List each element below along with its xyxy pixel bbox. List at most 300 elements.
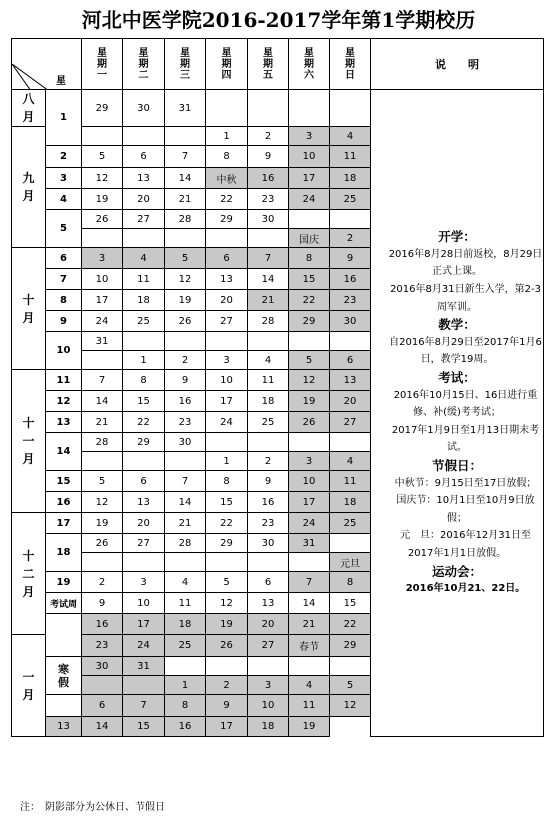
day-cell: 1 [165,676,206,695]
day-cell: 2 [248,127,289,146]
month-label-text: 十一月 [22,416,35,466]
day-cell: 5 [330,676,371,695]
day-cell: 30 [330,311,371,332]
week-number [46,492,82,513]
day-cell: 25 [123,311,165,332]
day-cell: 29 [289,311,330,332]
week-number [46,412,82,433]
week-number [46,657,82,695]
day-cell: 25 [248,412,289,433]
day-cell: 6 [248,572,289,593]
week-number-text: 14 [56,446,71,457]
day-cell: 26 [82,210,123,229]
day-cell: 21 [289,614,330,635]
week-number [46,311,82,332]
day-cell [330,90,371,127]
day-cell: 25 [165,635,206,657]
day-cell [82,127,123,146]
week-number [46,370,82,391]
day-cell: 20 [123,189,165,210]
day-cell: 17 [206,717,248,737]
day-cell: 10 [123,593,165,614]
week-number-text: 11 [56,374,71,386]
day-cell: 13 [123,492,165,513]
day-cell: 26 [82,534,123,553]
day-cell: 18 [330,168,371,189]
day-cell [82,229,123,248]
day-cell [82,553,123,572]
day-cell: 11 [123,269,165,290]
month-label-text: 十月 [22,292,35,325]
day-cell [206,657,248,676]
day-cell: 24 [289,513,330,534]
note-heading: 运动会： [431,563,482,579]
day-cell: 20 [206,290,248,311]
day-cell: 30 [165,433,206,452]
day-cell: 16 [165,717,206,737]
day-cell [206,433,248,452]
weekday-header-4 [206,39,248,90]
day-cell: 9 [206,695,248,717]
day-cell: 24 [289,189,330,210]
day-cell: 元旦 [330,553,371,572]
day-cell [330,534,371,553]
day-cell: 29 [123,433,165,452]
day-cell: 30 [248,210,289,229]
day-cell: 7 [82,370,123,391]
footnote: 注： 阴影部分为公休日、节假日 [20,802,165,813]
weekday-header-text: 星 期 四 [221,47,232,81]
week-number-text: 13 [56,416,71,428]
day-cell: 16 [248,168,289,189]
month-label [12,635,46,737]
week-number-text: 16 [56,496,71,508]
week-number-text: 18 [56,547,71,558]
note-heading: 开学： [438,229,476,245]
day-cell: 8 [123,370,165,391]
day-cell: 11 [165,593,206,614]
week-number-text: 9 [60,315,67,327]
day-cell: 8 [206,471,248,492]
day-cell [289,657,330,676]
day-cell: 3 [289,127,330,146]
day-cell [289,553,330,572]
day-cell: 28 [165,210,206,229]
day-cell: 31 [82,332,123,351]
school-calendar-table [11,38,544,737]
day-cell: 16 [165,391,206,412]
weekday-header-1 [82,39,123,90]
weekday-header-text: 星 期 三 [180,47,190,81]
day-cell: 26 [165,311,206,332]
calendar-row [12,90,544,127]
day-cell: 28 [82,433,123,452]
day-cell: 2 [165,351,206,370]
week-number [46,168,82,189]
month-label [12,90,46,127]
day-cell: 27 [123,210,165,229]
day-cell: 21 [165,189,206,210]
week-number [46,614,82,657]
day-cell: 27 [123,534,165,553]
week-number [46,391,82,412]
week-number-text: 6 [60,252,67,264]
day-cell: 18 [165,614,206,635]
day-cell: 19 [82,513,123,534]
week-number-text: 4 [60,193,67,205]
day-cell: 国庆 [289,229,330,248]
week-number-text: 12 [56,395,71,407]
day-cell: 28 [248,311,289,332]
day-cell: 12 [165,269,206,290]
day-cell: 12 [82,168,123,189]
day-cell: 29 [82,90,123,127]
day-cell: 1 [123,351,165,370]
day-cell [123,229,165,248]
week-number-text: 5 [60,223,67,234]
day-cell: 5 [165,248,206,269]
day-cell: 2 [248,452,289,471]
day-cell: 21 [248,290,289,311]
day-cell: 24 [123,635,165,657]
day-cell: 28 [165,534,206,553]
day-cell: 13 [46,717,82,737]
week-number [46,593,82,614]
day-cell: 16 [330,269,371,290]
day-cell: 4 [289,676,330,695]
day-cell: 10 [289,471,330,492]
week-number-text: 19 [56,576,71,588]
day-cell [123,127,165,146]
day-cell: 24 [206,412,248,433]
calendar-body [12,90,544,737]
day-cell [289,332,330,351]
day-cell: 18 [248,391,289,412]
day-cell: 12 [82,492,123,513]
day-cell: 8 [206,146,248,168]
day-cell: 14 [82,717,123,737]
week-number [46,332,82,370]
day-cell: 9 [82,593,123,614]
week-number [46,471,82,492]
day-cell: 14 [165,168,206,189]
day-cell: 16 [82,614,123,635]
day-cell: 18 [248,717,289,737]
day-cell: 11 [248,370,289,391]
day-cell [330,433,371,452]
day-cell: 8 [330,572,371,593]
week-number [46,572,82,593]
week-number [46,433,82,471]
day-cell: 29 [206,534,248,553]
day-cell: 4 [123,248,165,269]
day-cell [289,210,330,229]
day-cell: 2 [330,229,371,248]
day-cell: 14 [248,269,289,290]
day-cell [165,229,206,248]
day-cell: 10 [248,695,289,717]
day-cell: 3 [82,248,123,269]
day-cell: 12 [330,695,371,717]
weekday-header-2 [123,39,165,90]
day-cell: 4 [330,452,371,471]
note-heading: 教学： [438,317,476,333]
day-cell: 30 [248,534,289,553]
day-cell: 20 [123,513,165,534]
day-cell: 19 [165,290,206,311]
day-cell: 5 [82,471,123,492]
day-cell: 29 [206,210,248,229]
day-cell [82,452,123,471]
week-number [46,248,82,269]
day-cell: 2 [82,572,123,593]
day-cell: 5 [82,146,123,168]
note-heading: 节假日： [431,457,482,473]
corner-header-cell [12,39,82,90]
day-cell [330,332,371,351]
corner-label-month [17,86,27,90]
day-cell [206,229,248,248]
day-cell [248,657,289,676]
day-cell: 6 [123,471,165,492]
day-cell: 7 [289,572,330,593]
week-number-text: 1 [60,112,67,123]
week-number-text: 17 [56,517,71,529]
day-cell: 12 [289,370,330,391]
day-cell: 25 [330,513,371,534]
month-label-text: 十二月 [22,548,35,599]
day-cell: 6 [206,248,248,269]
day-cell: 27 [330,412,371,433]
day-cell [123,332,165,351]
day-cell: 13 [330,370,371,391]
day-cell: 20 [330,391,371,412]
day-cell: 19 [82,189,123,210]
note-paragraph: 2016年8月28日前返校，8月29日正式上课。 [388,248,543,278]
day-cell: 20 [248,614,289,635]
day-cell [206,332,248,351]
day-cell: 31 [289,534,330,553]
header-row [12,39,544,90]
day-cell: 6 [330,351,371,370]
day-cell: 31 [165,90,206,127]
page-title: 河北中医学院2016-2017学年第1学期校历 [81,8,476,32]
note-paragraph: 元 旦：2016年12月31日至2017年1月1日放假。 [400,530,531,559]
day-cell: 22 [289,290,330,311]
note-paragraph: 国庆节：10月1日至10月9日放假； [396,495,535,524]
note-paragraph: 中秋节：9月15日至17日放假； [394,477,537,489]
day-cell: 9 [330,248,371,269]
day-cell: 4 [330,127,371,146]
day-cell: 15 [206,492,248,513]
day-cell: 7 [165,146,206,168]
day-cell: 15 [123,391,165,412]
day-cell: 17 [206,391,248,412]
month-label [12,370,46,513]
day-cell: 8 [289,248,330,269]
day-cell [330,210,371,229]
week-number [46,290,82,311]
day-cell [206,90,248,127]
day-cell: 中秋 [206,168,248,189]
day-cell: 11 [330,146,371,168]
corner-label-star: 星 [56,76,66,87]
day-cell: 2 [206,676,248,695]
day-cell [165,332,206,351]
day-cell [248,229,289,248]
day-cell [123,452,165,471]
day-cell: 4 [165,572,206,593]
day-cell: 15 [289,269,330,290]
week-number [46,534,82,572]
day-cell: 10 [82,269,123,290]
day-cell: 26 [206,635,248,657]
week-number [46,90,82,146]
day-cell [82,351,123,370]
day-cell: 27 [248,635,289,657]
week-number-text: 8 [60,294,67,306]
day-cell: 30 [123,90,165,127]
weekday-header-text: 星 期 六 [304,47,314,81]
day-cell: 19 [289,391,330,412]
day-cell: 15 [123,717,165,737]
day-cell: 11 [330,471,371,492]
day-cell: 3 [123,572,165,593]
day-cell: 3 [248,676,289,695]
day-cell [248,90,289,127]
day-cell: 22 [206,189,248,210]
weekday-header-6 [289,39,330,90]
day-cell: 1 [206,127,248,146]
day-cell: 7 [165,471,206,492]
week-number [46,146,82,168]
day-cell: 25 [330,189,371,210]
note-heading: 考试： [438,370,476,386]
weekday-header-5 [248,39,289,90]
day-cell: 23 [248,513,289,534]
day-cell: 14 [82,391,123,412]
day-cell: 17 [289,168,330,189]
day-cell: 3 [289,452,330,471]
day-cell [165,127,206,146]
day-cell [206,553,248,572]
day-cell: 19 [206,614,248,635]
week-number [46,695,82,717]
day-cell: 23 [165,412,206,433]
day-cell [165,452,206,471]
day-cell: 17 [123,614,165,635]
weekday-header-text: 星 期 一 [97,47,107,81]
notes-header: 说 明 [371,39,544,90]
day-cell [248,553,289,572]
note-paragraph: 2017年1月9日至1月13日期末考试。 [391,424,540,454]
week-number [46,210,82,248]
day-cell: 26 [289,412,330,433]
week-number [46,269,82,290]
week-number-text: 10 [56,345,71,356]
day-cell: 24 [82,311,123,332]
day-cell: 14 [289,593,330,614]
day-cell [248,433,289,452]
day-cell: 9 [248,471,289,492]
day-cell [165,553,206,572]
day-cell: 9 [165,370,206,391]
day-cell: 17 [82,290,123,311]
day-cell: 9 [248,146,289,168]
day-cell: 10 [206,370,248,391]
month-label-text: 一月 [22,669,35,702]
note-paragraph: 2016年8月31日新生入学，第2-3周军训。 [390,284,541,313]
week-number [46,513,82,534]
day-cell: 13 [206,269,248,290]
day-cell: 10 [289,146,330,168]
day-cell: 22 [206,513,248,534]
week-number [46,189,82,210]
week-number-text: 2 [60,151,67,162]
day-cell: 31 [123,657,165,676]
note-paragraph: 2016年10月15日、16日进行重修、补(缓)考考试； [393,389,538,419]
day-cell: 27 [206,311,248,332]
day-cell [123,676,165,695]
week-number-text: 3 [60,172,67,184]
day-cell [248,332,289,351]
notes-panel [371,90,544,737]
day-cell: 22 [330,614,371,635]
weekday-header-3 [165,39,206,90]
day-cell [82,676,123,695]
month-label [12,127,46,248]
day-cell: 23 [82,635,123,657]
note-paragraph: 2016年10月21、22日。 [405,583,526,595]
day-cell: 11 [289,695,330,717]
weekday-header-text: 星 期 二 [138,47,149,81]
day-cell: 春节 [289,635,330,657]
week-number-text: 考试周 [49,599,77,610]
day-cell: 16 [248,492,289,513]
week-number-text: 7 [60,273,67,285]
day-cell: 29 [330,635,371,657]
day-cell: 6 [82,695,123,717]
day-cell: 14 [165,492,206,513]
day-cell [289,433,330,452]
weekday-header-text: 星 期 五 [263,47,273,81]
day-cell: 7 [123,695,165,717]
day-cell: 13 [123,168,165,189]
month-label-text: 九月 [22,171,35,203]
day-cell: 12 [206,593,248,614]
day-cell: 17 [289,492,330,513]
note-paragraph: 自2016年8月29日至2017年1月6日，教学19周。 [389,336,542,366]
week-number-text: 15 [56,475,71,487]
weekday-header-7 [330,39,371,90]
day-cell [289,90,330,127]
day-cell: 5 [206,572,248,593]
day-cell: 23 [330,290,371,311]
day-cell: 1 [206,452,248,471]
month-label [12,248,46,370]
day-cell: 30 [82,657,123,676]
day-cell: 19 [289,717,330,737]
weekday-header-text: 星 期 日 [345,47,355,81]
day-cell: 21 [82,412,123,433]
day-cell: 15 [330,593,371,614]
day-cell [165,657,206,676]
day-cell: 22 [123,412,165,433]
day-cell: 3 [206,351,248,370]
day-cell [123,553,165,572]
day-cell: 8 [165,695,206,717]
day-cell: 18 [330,492,371,513]
